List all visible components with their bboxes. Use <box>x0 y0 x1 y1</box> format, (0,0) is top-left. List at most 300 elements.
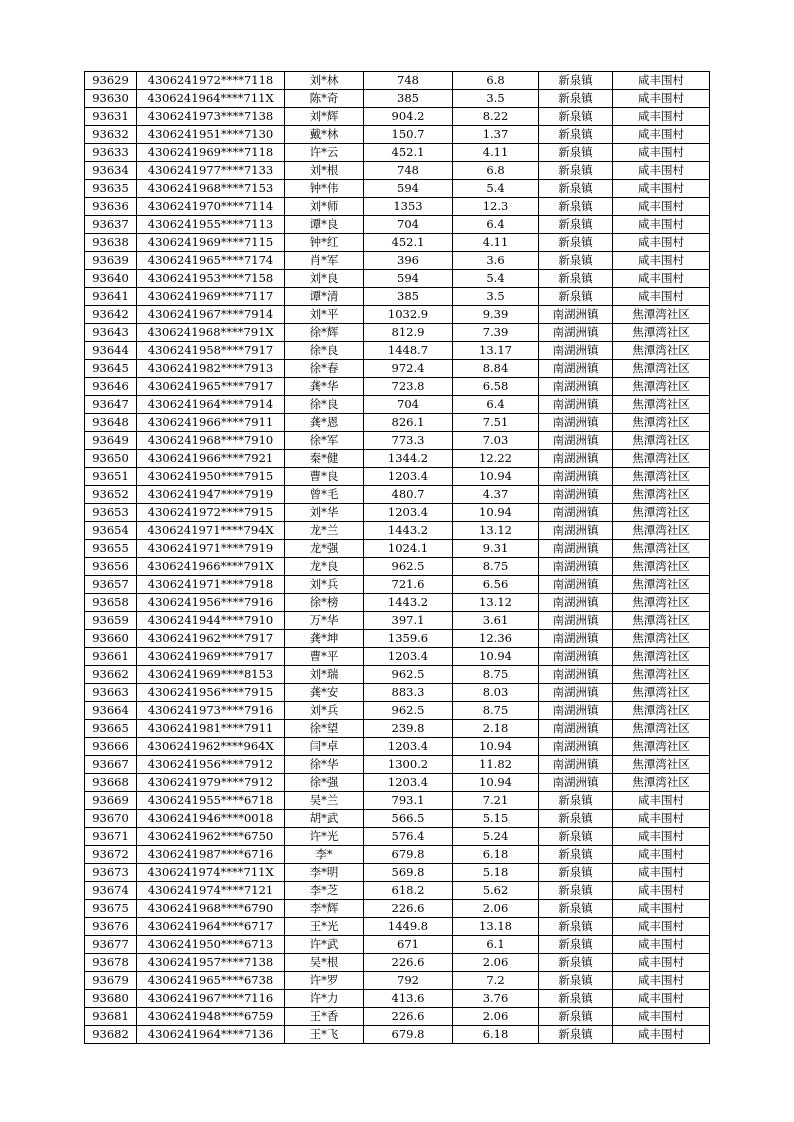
serial-number-cell: 93642 <box>85 306 137 324</box>
table-row <box>85 558 710 576</box>
town-cell: 新泉镇 <box>539 810 613 828</box>
id-number-cell: 4306241969****7118 <box>137 144 285 162</box>
table-row <box>85 846 710 864</box>
area-cell: 1344.2 <box>364 450 453 468</box>
table-row <box>85 126 710 144</box>
village-cell: 焦潭湾社区 <box>613 486 710 504</box>
table-row <box>85 828 710 846</box>
amount-cell: 5.15 <box>453 810 539 828</box>
area-cell: 226.6 <box>364 1008 453 1026</box>
town-cell: 新泉镇 <box>539 126 613 144</box>
name-cell: 李*辉 <box>285 900 364 918</box>
village-cell: 焦潭湾社区 <box>613 540 710 558</box>
village-cell: 焦潭湾社区 <box>613 702 710 720</box>
serial-number-cell: 93668 <box>85 774 137 792</box>
serial-number-cell: 93678 <box>85 954 137 972</box>
id-number-cell: 4306241973****7916 <box>137 702 285 720</box>
table-row <box>85 684 710 702</box>
serial-number-cell: 93680 <box>85 990 137 1008</box>
village-cell: 咸丰围村 <box>613 162 710 180</box>
area-cell: 618.2 <box>364 882 453 900</box>
name-cell: 谭*清 <box>285 288 364 306</box>
table-row <box>85 324 710 342</box>
area-cell: 1203.4 <box>364 648 453 666</box>
amount-cell: 2.06 <box>453 1008 539 1026</box>
id-number-cell: 4306241946****0018 <box>137 810 285 828</box>
town-cell: 新泉镇 <box>539 846 613 864</box>
village-cell: 咸丰围村 <box>613 972 710 990</box>
name-cell: 陈*奇 <box>285 90 364 108</box>
id-number-cell: 4306241962****6750 <box>137 828 285 846</box>
id-number-cell: 4306241964****711X <box>137 90 285 108</box>
amount-cell: 12.22 <box>453 450 539 468</box>
town-cell: 南湖洲镇 <box>539 594 613 612</box>
id-number-cell: 4306241968****7153 <box>137 180 285 198</box>
serial-number-cell: 93682 <box>85 1026 137 1044</box>
table-row <box>85 774 710 792</box>
area-cell: 385 <box>364 90 453 108</box>
name-cell: 徐*华 <box>285 756 364 774</box>
id-number-cell: 4306241966****7911 <box>137 414 285 432</box>
serial-number-cell: 93679 <box>85 972 137 990</box>
town-cell: 新泉镇 <box>539 288 613 306</box>
area-cell: 748 <box>364 72 453 90</box>
amount-cell: 9.31 <box>453 540 539 558</box>
id-number-cell: 4306241957****7138 <box>137 954 285 972</box>
id-number-cell: 4306241944****7910 <box>137 612 285 630</box>
id-number-cell: 4306241969****8153 <box>137 666 285 684</box>
amount-cell: 13.12 <box>453 594 539 612</box>
serial-number-cell: 93670 <box>85 810 137 828</box>
id-number-cell: 4306241947****7919 <box>137 486 285 504</box>
serial-number-cell: 93645 <box>85 360 137 378</box>
name-cell: 刘*瑞 <box>285 666 364 684</box>
table-row <box>85 792 710 810</box>
name-cell: 王*光 <box>285 918 364 936</box>
amount-cell: 5.62 <box>453 882 539 900</box>
village-cell: 咸丰围村 <box>613 90 710 108</box>
town-cell: 南湖洲镇 <box>539 612 613 630</box>
name-cell: 刘*平 <box>285 306 364 324</box>
id-number-cell: 4306241974****711X <box>137 864 285 882</box>
name-cell: 刘*良 <box>285 270 364 288</box>
table-row <box>85 756 710 774</box>
table-row <box>85 1026 710 1044</box>
village-cell: 焦潭湾社区 <box>613 396 710 414</box>
id-number-cell: 4306241951****7130 <box>137 126 285 144</box>
town-cell: 南湖洲镇 <box>539 630 613 648</box>
table-row <box>85 864 710 882</box>
serial-number-cell: 93634 <box>85 162 137 180</box>
table-row <box>85 288 710 306</box>
area-cell: 566.5 <box>364 810 453 828</box>
village-cell: 焦潭湾社区 <box>613 576 710 594</box>
name-cell: 钟*伟 <box>285 180 364 198</box>
village-cell: 咸丰围村 <box>613 216 710 234</box>
serial-number-cell: 93635 <box>85 180 137 198</box>
id-number-cell: 4306241973****7138 <box>137 108 285 126</box>
area-cell: 792 <box>364 972 453 990</box>
name-cell: 刘*根 <box>285 162 364 180</box>
village-cell: 咸丰围村 <box>613 900 710 918</box>
name-cell: 刘*兵 <box>285 702 364 720</box>
town-cell: 南湖洲镇 <box>539 468 613 486</box>
name-cell: 许*云 <box>285 144 364 162</box>
name-cell: 龙*强 <box>285 540 364 558</box>
name-cell: 万*华 <box>285 612 364 630</box>
village-cell: 咸丰围村 <box>613 918 710 936</box>
serial-number-cell: 93673 <box>85 864 137 882</box>
table-row <box>85 1008 710 1026</box>
town-cell: 新泉镇 <box>539 90 613 108</box>
table-row <box>85 612 710 630</box>
amount-cell: 8.75 <box>453 558 539 576</box>
town-cell: 新泉镇 <box>539 270 613 288</box>
village-cell: 咸丰围村 <box>613 792 710 810</box>
town-cell: 南湖洲镇 <box>539 756 613 774</box>
village-cell: 咸丰围村 <box>613 270 710 288</box>
town-cell: 新泉镇 <box>539 180 613 198</box>
name-cell: 徐*军 <box>285 432 364 450</box>
table-row <box>85 90 710 108</box>
village-cell: 焦潭湾社区 <box>613 612 710 630</box>
table-row <box>85 180 710 198</box>
name-cell: 龙*良 <box>285 558 364 576</box>
serial-number-cell: 93632 <box>85 126 137 144</box>
serial-number-cell: 93671 <box>85 828 137 846</box>
id-number-cell: 4306241948****6759 <box>137 1008 285 1026</box>
town-cell: 南湖洲镇 <box>539 702 613 720</box>
serial-number-cell: 93631 <box>85 108 137 126</box>
area-cell: 1032.9 <box>364 306 453 324</box>
serial-number-cell: 93646 <box>85 378 137 396</box>
table-row <box>85 378 710 396</box>
village-cell: 焦潭湾社区 <box>613 594 710 612</box>
name-cell: 龚*华 <box>285 378 364 396</box>
village-cell: 咸丰围村 <box>613 1026 710 1044</box>
town-cell: 南湖洲镇 <box>539 414 613 432</box>
name-cell: 徐*榜 <box>285 594 364 612</box>
area-cell: 812.9 <box>364 324 453 342</box>
area-cell: 385 <box>364 288 453 306</box>
id-number-cell: 4306241971****7918 <box>137 576 285 594</box>
serial-number-cell: 93638 <box>85 234 137 252</box>
amount-cell: 8.75 <box>453 666 539 684</box>
amount-cell: 6.18 <box>453 1026 539 1044</box>
serial-number-cell: 93665 <box>85 720 137 738</box>
town-cell: 新泉镇 <box>539 918 613 936</box>
id-number-cell: 4306241966****7921 <box>137 450 285 468</box>
village-cell: 焦潭湾社区 <box>613 378 710 396</box>
id-number-cell: 4306241955****6718 <box>137 792 285 810</box>
town-cell: 新泉镇 <box>539 234 613 252</box>
table-row <box>85 270 710 288</box>
table-row <box>85 396 710 414</box>
id-number-cell: 4306241967****7914 <box>137 306 285 324</box>
serial-number-cell: 93664 <box>85 702 137 720</box>
village-cell: 焦潭湾社区 <box>613 306 710 324</box>
area-cell: 226.6 <box>364 900 453 918</box>
name-cell: 许*光 <box>285 828 364 846</box>
amount-cell: 10.94 <box>453 468 539 486</box>
name-cell: 肖*军 <box>285 252 364 270</box>
amount-cell: 4.11 <box>453 234 539 252</box>
name-cell: 曾*毛 <box>285 486 364 504</box>
table-row <box>85 720 710 738</box>
amount-cell: 6.18 <box>453 846 539 864</box>
amount-cell: 10.94 <box>453 504 539 522</box>
area-cell: 1203.4 <box>364 468 453 486</box>
id-number-cell: 4306241956****7915 <box>137 684 285 702</box>
name-cell: 徐*良 <box>285 342 364 360</box>
village-cell: 咸丰围村 <box>613 234 710 252</box>
name-cell: 钟*红 <box>285 234 364 252</box>
name-cell: 许*力 <box>285 990 364 1008</box>
town-cell: 新泉镇 <box>539 198 613 216</box>
town-cell: 新泉镇 <box>539 954 613 972</box>
table-row <box>85 990 710 1008</box>
name-cell: 谭*良 <box>285 216 364 234</box>
id-number-cell: 4306241969****7117 <box>137 288 285 306</box>
id-number-cell: 4306241969****7115 <box>137 234 285 252</box>
serial-number-cell: 93656 <box>85 558 137 576</box>
area-cell: 679.8 <box>364 1026 453 1044</box>
amount-cell: 3.6 <box>453 252 539 270</box>
serial-number-cell: 93663 <box>85 684 137 702</box>
serial-number-cell: 93666 <box>85 738 137 756</box>
area-cell: 704 <box>364 216 453 234</box>
area-cell: 452.1 <box>364 144 453 162</box>
village-cell: 焦潭湾社区 <box>613 522 710 540</box>
area-cell: 239.8 <box>364 720 453 738</box>
amount-cell: 7.03 <box>453 432 539 450</box>
amount-cell: 8.03 <box>453 684 539 702</box>
serial-number-cell: 93636 <box>85 198 137 216</box>
amount-cell: 13.17 <box>453 342 539 360</box>
area-cell: 883.3 <box>364 684 453 702</box>
id-number-cell: 4306241969****7917 <box>137 648 285 666</box>
area-cell: 480.7 <box>364 486 453 504</box>
serial-number-cell: 93641 <box>85 288 137 306</box>
area-cell: 1353 <box>364 198 453 216</box>
id-number-cell: 4306241968****791X <box>137 324 285 342</box>
serial-number-cell: 93662 <box>85 666 137 684</box>
name-cell: 李*明 <box>285 864 364 882</box>
town-cell: 新泉镇 <box>539 864 613 882</box>
table-row <box>85 522 710 540</box>
town-cell: 南湖洲镇 <box>539 486 613 504</box>
area-cell: 396 <box>364 252 453 270</box>
area-cell: 1024.1 <box>364 540 453 558</box>
name-cell: 胡*武 <box>285 810 364 828</box>
village-cell: 咸丰围村 <box>613 846 710 864</box>
amount-cell: 6.8 <box>453 162 539 180</box>
amount-cell: 3.76 <box>453 990 539 1008</box>
amount-cell: 6.56 <box>453 576 539 594</box>
id-number-cell: 4306241950****7915 <box>137 468 285 486</box>
town-cell: 南湖洲镇 <box>539 432 613 450</box>
name-cell: 秦*健 <box>285 450 364 468</box>
table-row <box>85 810 710 828</box>
table-row <box>85 666 710 684</box>
amount-cell: 6.1 <box>453 936 539 954</box>
town-cell: 新泉镇 <box>539 828 613 846</box>
amount-cell: 6.58 <box>453 378 539 396</box>
id-number-cell: 4306241971****794X <box>137 522 285 540</box>
table-row <box>85 162 710 180</box>
area-cell: 962.5 <box>364 558 453 576</box>
amount-cell: 4.11 <box>453 144 539 162</box>
area-cell: 904.2 <box>364 108 453 126</box>
name-cell: 许*武 <box>285 936 364 954</box>
town-cell: 新泉镇 <box>539 252 613 270</box>
subsidy-register-table <box>84 71 710 1044</box>
serial-number-cell: 93658 <box>85 594 137 612</box>
town-cell: 新泉镇 <box>539 900 613 918</box>
name-cell: 徐*望 <box>285 720 364 738</box>
serial-number-cell: 93648 <box>85 414 137 432</box>
town-cell: 南湖洲镇 <box>539 540 613 558</box>
serial-number-cell: 93675 <box>85 900 137 918</box>
amount-cell: 6.4 <box>453 396 539 414</box>
id-number-cell: 4306241982****7913 <box>137 360 285 378</box>
id-number-cell: 4306241977****7133 <box>137 162 285 180</box>
table-row <box>85 540 710 558</box>
table-row <box>85 972 710 990</box>
area-cell: 1443.2 <box>364 594 453 612</box>
town-cell: 新泉镇 <box>539 108 613 126</box>
serial-number-cell: 93652 <box>85 486 137 504</box>
area-cell: 594 <box>364 180 453 198</box>
village-cell: 咸丰围村 <box>613 828 710 846</box>
name-cell: 戴*林 <box>285 126 364 144</box>
id-number-cell: 4306241979****7912 <box>137 774 285 792</box>
name-cell: 吴*根 <box>285 954 364 972</box>
area-cell: 594 <box>364 270 453 288</box>
name-cell: 徐*辉 <box>285 324 364 342</box>
name-cell: 李* <box>285 846 364 864</box>
id-number-cell: 4306241972****7915 <box>137 504 285 522</box>
name-cell: 徐*强 <box>285 774 364 792</box>
serial-number-cell: 93650 <box>85 450 137 468</box>
area-cell: 1203.4 <box>364 738 453 756</box>
name-cell: 吴*兰 <box>285 792 364 810</box>
area-cell: 452.1 <box>364 234 453 252</box>
name-cell: 龚*坤 <box>285 630 364 648</box>
serial-number-cell: 93657 <box>85 576 137 594</box>
village-cell: 咸丰围村 <box>613 126 710 144</box>
amount-cell: 6.8 <box>453 72 539 90</box>
name-cell: 许*罗 <box>285 972 364 990</box>
id-number-cell: 4306241968****6790 <box>137 900 285 918</box>
amount-cell: 5.24 <box>453 828 539 846</box>
serial-number-cell: 93659 <box>85 612 137 630</box>
area-cell: 773.3 <box>364 432 453 450</box>
village-cell: 咸丰围村 <box>613 198 710 216</box>
town-cell: 南湖洲镇 <box>539 576 613 594</box>
table-row <box>85 900 710 918</box>
village-cell: 焦潭湾社区 <box>613 432 710 450</box>
table-row <box>85 234 710 252</box>
id-number-cell: 4306241962****964X <box>137 738 285 756</box>
amount-cell: 2.18 <box>453 720 539 738</box>
table-row <box>85 954 710 972</box>
amount-cell: 8.84 <box>453 360 539 378</box>
village-cell: 咸丰围村 <box>613 810 710 828</box>
town-cell: 南湖洲镇 <box>539 738 613 756</box>
town-cell: 新泉镇 <box>539 216 613 234</box>
serial-number-cell: 93649 <box>85 432 137 450</box>
amount-cell: 5.4 <box>453 180 539 198</box>
table-row <box>85 486 710 504</box>
amount-cell: 8.22 <box>453 108 539 126</box>
amount-cell: 13.12 <box>453 522 539 540</box>
id-number-cell: 4306241966****791X <box>137 558 285 576</box>
amount-cell: 4.37 <box>453 486 539 504</box>
town-cell: 南湖洲镇 <box>539 324 613 342</box>
table-row <box>85 468 710 486</box>
town-cell: 新泉镇 <box>539 144 613 162</box>
table-row <box>85 702 710 720</box>
village-cell: 咸丰围村 <box>613 936 710 954</box>
town-cell: 新泉镇 <box>539 936 613 954</box>
serial-number-cell: 93677 <box>85 936 137 954</box>
amount-cell: 5.4 <box>453 270 539 288</box>
table-row <box>85 252 710 270</box>
village-cell: 咸丰围村 <box>613 954 710 972</box>
serial-number-cell: 93661 <box>85 648 137 666</box>
table-row <box>85 72 710 90</box>
area-cell: 748 <box>364 162 453 180</box>
area-cell: 569.8 <box>364 864 453 882</box>
table-row <box>85 432 710 450</box>
village-cell: 焦潭湾社区 <box>613 738 710 756</box>
serial-number-cell: 93674 <box>85 882 137 900</box>
village-cell: 咸丰围村 <box>613 108 710 126</box>
id-number-cell: 4306241987****6716 <box>137 846 285 864</box>
name-cell: 龚*恩 <box>285 414 364 432</box>
village-cell: 焦潭湾社区 <box>613 648 710 666</box>
table-body <box>85 72 710 1044</box>
area-cell: 721.6 <box>364 576 453 594</box>
area-cell: 397.1 <box>364 612 453 630</box>
amount-cell: 7.2 <box>453 972 539 990</box>
area-cell: 1203.4 <box>364 774 453 792</box>
table-row <box>85 108 710 126</box>
area-cell: 413.6 <box>364 990 453 1008</box>
amount-cell: 10.94 <box>453 774 539 792</box>
amount-cell: 2.06 <box>453 900 539 918</box>
table-row <box>85 198 710 216</box>
name-cell: 龚*安 <box>285 684 364 702</box>
name-cell: 刘*华 <box>285 504 364 522</box>
id-number-cell: 4306241956****7916 <box>137 594 285 612</box>
id-number-cell: 4306241974****7121 <box>137 882 285 900</box>
serial-number-cell: 93672 <box>85 846 137 864</box>
town-cell: 南湖洲镇 <box>539 774 613 792</box>
name-cell: 徐*良 <box>285 396 364 414</box>
town-cell: 新泉镇 <box>539 1026 613 1044</box>
table-row <box>85 882 710 900</box>
town-cell: 新泉镇 <box>539 162 613 180</box>
amount-cell: 12.3 <box>453 198 539 216</box>
serial-number-cell: 93669 <box>85 792 137 810</box>
town-cell: 南湖洲镇 <box>539 342 613 360</box>
town-cell: 新泉镇 <box>539 990 613 1008</box>
village-cell: 焦潭湾社区 <box>613 342 710 360</box>
area-cell: 723.8 <box>364 378 453 396</box>
name-cell: 龙*兰 <box>285 522 364 540</box>
